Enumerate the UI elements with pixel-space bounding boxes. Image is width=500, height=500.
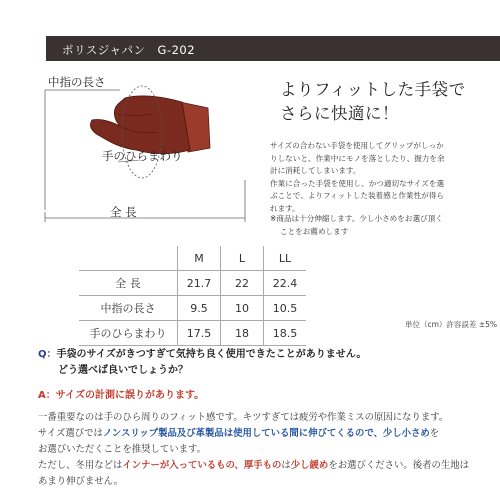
table-cell: 17.5 (178, 321, 221, 346)
description-line: 計に消耗してしまいます。 (270, 166, 361, 176)
body-line: あまり伸びません。 (38, 476, 123, 487)
emphasis-inner: インナーが入っているもの、厚手もの (122, 460, 282, 471)
size-table-header (79, 246, 306, 271)
headline (280, 78, 466, 126)
description-line: サイズの合わない手袋を使用してグリップがしっか (270, 141, 444, 150)
palm-label: 手のひらまわり (102, 149, 183, 163)
answer-body (38, 410, 478, 490)
table-cell: 10.5 (264, 296, 307, 321)
middle-finger-label: 中指の長さ (48, 75, 106, 89)
row-label: 中指の長さ (79, 296, 178, 321)
row-label: 全 長 (79, 271, 178, 296)
table-cell: 10 (221, 296, 264, 321)
description-line: 作業に合った手袋を使用し、かつ適切なサイズを選 (270, 178, 445, 188)
table-cell: 18.5 (264, 321, 307, 346)
size-table (79, 246, 306, 346)
question (38, 347, 366, 379)
column-header: LL (264, 246, 307, 271)
column-header: L (221, 246, 264, 271)
unit-note: 単位（cm）許容誤差 ±5% (405, 320, 497, 329)
body-line: 一番重要なのは手のひら周りのフィット感です。キツすぎては疲労や作業ミスの原因になります。 (38, 412, 449, 423)
table-cell: 9.5 (178, 296, 221, 321)
body-line: お選びいただくことを推奨しています。 (38, 444, 207, 455)
question-prefix: Q： (38, 349, 57, 360)
answer-prefix: A： (38, 390, 56, 401)
emphasis-nonslip: ノンスリップ製品及び革製品は使用している間に伸びてくるので、少し小さめ (102, 428, 430, 439)
body-line: ただし、冬用などはインナーが入っているもの、厚手ものは少し緩めをお選びください。後者の生地は (38, 460, 469, 471)
answer (38, 386, 204, 401)
headline-line-1: よりフィットした手袋で (280, 80, 466, 99)
table-cell: 22 (221, 271, 264, 296)
stretch-note (270, 213, 480, 238)
table-cell: 21.7 (178, 271, 221, 296)
column-header: M (178, 246, 221, 271)
table-row (79, 321, 306, 346)
question-line-1: 手袋のサイズがきつすぎて気持ち良く使用できたことがありません。 (56, 349, 367, 360)
product-title: ポリスジャパン G-202 (62, 43, 196, 57)
note-line: ことをお薦めします (280, 226, 349, 236)
description-line: りしないと、作業中にモノを落としたり、握力を余 (270, 153, 445, 163)
glove-size-diagram (40, 70, 260, 240)
total-length-label: 全 長 (110, 205, 137, 219)
table-row (79, 271, 306, 296)
emphasis-loose: 少し緩め (290, 460, 329, 471)
description-text (270, 140, 480, 216)
glove-body (90, 96, 190, 154)
product-header-bar (46, 36, 500, 61)
question-line-2: どう選べば良いでしょうか？ (58, 365, 188, 376)
note-line: ※商品は十分伸縮します。少し小さめをお選び頂く (270, 214, 443, 223)
description-line: れます。 (270, 203, 300, 213)
table-row (79, 296, 306, 321)
table-cell: 22.4 (264, 271, 307, 296)
table-cell: 18 (221, 321, 264, 346)
body-line: サイズ選びではノンスリップ製品及び革製品は使用している間に伸びてくるので、少し小さめを (38, 428, 440, 439)
answer-text: サイズの計測に誤りがあります。 (55, 390, 205, 401)
headline-line-2: さらに快適に！ (280, 104, 399, 123)
description-line: ぶことで、よりフィットした装着感と作業性が得ら (270, 191, 444, 201)
row-label: 手のひらまわり (79, 321, 178, 346)
